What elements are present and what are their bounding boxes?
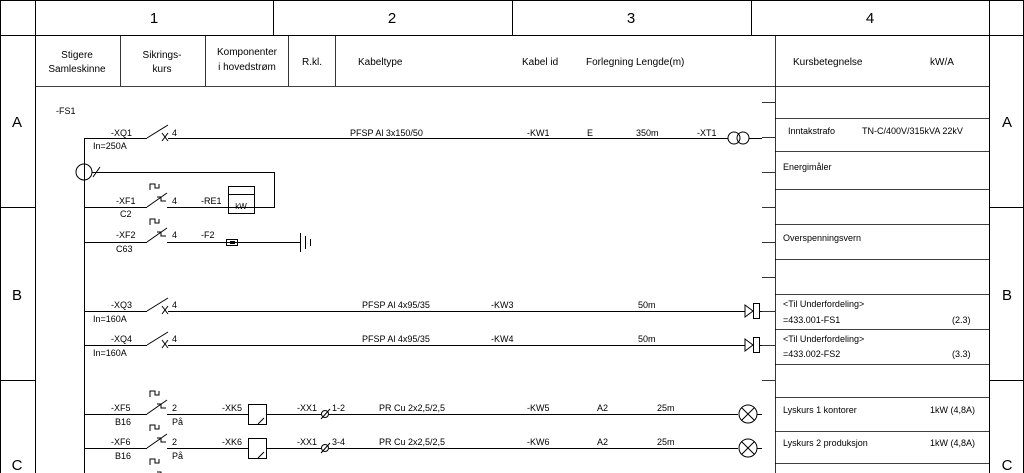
meter-unit: kW	[235, 202, 247, 211]
column-label-1: 1	[149, 10, 159, 27]
xf6-clamp: -XX1	[297, 437, 318, 447]
xf6-cable: PR Cu 2x2,5/2,5	[379, 437, 446, 447]
desc-sub2-line2: =433.002-FS2	[783, 349, 841, 359]
xq3-length: 50m	[638, 300, 656, 310]
xf6-cable-id: -KW6	[527, 437, 550, 447]
xf2-id: -XF2	[116, 230, 136, 240]
xq4-terminal: 4	[172, 334, 178, 344]
xf5-rating: B16	[115, 417, 132, 427]
xq3-cable-id: -KW3	[491, 300, 514, 310]
xq4-breaker-icon	[147, 332, 168, 348]
xq1-cable: PFSP Al 3x150/50	[350, 128, 423, 138]
xq4-terminal-arrow-icon	[745, 338, 762, 353]
header-rkl: R.kl.	[302, 57, 322, 68]
desc-sub2-line1: <Til Underfordeling>	[783, 334, 865, 344]
xf5-cable: PR Cu 2x2,5/2,5	[379, 403, 446, 413]
xf5-clamp-pins: 1-2	[332, 403, 346, 413]
board-label: -FS1	[56, 106, 76, 116]
xf6-clamp-pins: 3-4	[332, 437, 346, 447]
xf5-contactor-icon	[249, 405, 267, 425]
header-sikring-2: kurs	[152, 64, 172, 75]
xq4-id: -XQ4	[111, 334, 133, 344]
xf6-clamp-icon	[321, 443, 330, 453]
xf5-laying: A2	[597, 403, 609, 413]
column-label-2: 2	[387, 10, 397, 27]
xf6-contactor-icon	[249, 439, 267, 459]
row-label-c-right: C	[1001, 457, 1013, 473]
xf6-terminal: 2	[172, 437, 178, 447]
header-stigere-1: Stigere	[61, 50, 93, 61]
xq1-laying: E	[587, 128, 594, 138]
xq1-id: -XQ1	[111, 128, 133, 138]
xf6-breaker-icon	[147, 425, 167, 448]
header-kabelid: Kabel id	[522, 57, 559, 68]
xq1-term: -XT1	[697, 128, 717, 138]
xq1-length: 350m	[636, 128, 659, 138]
desc-sub1-ref: (2.3)	[952, 315, 971, 325]
desc-meter: Energimåler	[783, 162, 832, 172]
column-label-4: 4	[865, 10, 875, 27]
xf2-terminal: 4	[172, 230, 178, 240]
xf5-cable-id: -KW5	[527, 403, 550, 413]
xq1-breaker-icon	[147, 125, 168, 141]
xf1-breaker-icon	[147, 184, 167, 207]
xf5-clamp: -XX1	[297, 403, 318, 413]
xf6-laying: A2	[597, 437, 609, 447]
xq3-terminal: 4	[172, 300, 178, 310]
xf5-length: 25m	[657, 403, 675, 413]
desc-intake-spec: TN-C/400V/315kVA 22kV	[862, 126, 963, 136]
circuit-xf5	[84, 391, 762, 427]
header-kabeltype: Kabeltype	[358, 57, 403, 68]
xq1-cable-id: -KW1	[527, 128, 550, 138]
xf2-breaker-icon	[147, 219, 167, 242]
circuit-xq3	[84, 298, 762, 324]
desc-surge: Overspenningsvern	[783, 233, 862, 243]
desc-light2-load: 1kW (4,8A)	[930, 438, 976, 448]
xf6-rating: B16	[115, 451, 132, 461]
row-label-b-left: B	[11, 287, 23, 304]
xf1-component: -RE1	[201, 196, 222, 206]
circuit-xf6	[84, 425, 762, 461]
desc-sub2-ref: (3.3)	[952, 349, 971, 359]
desc-light1-load: 1kW (4,8A)	[930, 405, 976, 415]
transformer-icon	[728, 132, 762, 144]
xq4-length: 50m	[638, 334, 656, 344]
xf1-terminal: 4	[172, 196, 178, 206]
header-forlegning: Forlegning	[586, 57, 634, 68]
xf6-id: -XF6	[111, 437, 131, 447]
circuit-xq4	[84, 332, 762, 358]
xq4-rating: In=160A	[93, 348, 127, 358]
xq3-breaker-icon	[147, 298, 168, 314]
column-label-3: 3	[626, 10, 636, 27]
desc-light1: Lyskurs 1 kontorer	[783, 405, 857, 415]
xq1-terminal: 4	[172, 128, 178, 138]
header-kursbetegnelse: Kursbetegnelse	[793, 57, 863, 68]
xf5-breaker-icon	[147, 391, 167, 414]
xf5-clamp-icon	[321, 409, 330, 419]
desc-intake-name: Inntakstrafo	[788, 126, 836, 136]
header-lengde: Lengde(m)	[636, 57, 685, 68]
xq4-cable-id: -KW4	[491, 334, 514, 344]
xf1-id: -XF1	[116, 196, 136, 206]
xf6-relay: -XK6	[222, 437, 243, 447]
xq3-cable: PFSP Al 4x95/35	[362, 300, 430, 310]
next-breaker-partial-icon	[150, 459, 161, 473]
xq1-rating: In=250A	[93, 141, 127, 151]
desc-light2: Lyskurs 2 produksjon	[783, 438, 868, 448]
circuit-xf1	[84, 184, 275, 219]
xf2-rating: C63	[116, 244, 133, 254]
header-komponenter-1: Komponenter	[216, 47, 278, 58]
xf5-relay: -XK5	[222, 403, 243, 413]
desc-sub1-line1: <Til Underfordeling>	[783, 299, 865, 309]
row-label-a-left: A	[11, 114, 23, 131]
xf6-state: På	[172, 451, 184, 461]
header-komponenter-2: i hovedstrøm	[218, 62, 276, 73]
desc-sub1-line2: =433.001-FS1	[783, 315, 841, 325]
xf5-lamp-icon	[739, 405, 762, 423]
row-label-a-right: A	[1001, 114, 1013, 131]
row-label-b-right: B	[1001, 287, 1013, 304]
xq4-cable: PFSP Al 4x95/35	[362, 334, 430, 344]
xf6-length: 25m	[657, 437, 675, 447]
xf5-state: På	[172, 417, 184, 427]
ground-icon	[301, 233, 311, 252]
xf1-rating: C2	[120, 209, 132, 219]
xf6-lamp-icon	[739, 439, 762, 457]
xq3-terminal-arrow-icon	[745, 304, 762, 319]
header-stigere-2: Samleskinne	[48, 64, 106, 75]
xf2-component: -F2	[201, 230, 215, 240]
row-label-c-left: C	[11, 457, 23, 473]
xq3-rating: In=160A	[93, 314, 127, 324]
circuit-xf2	[84, 219, 311, 254]
circuit-xq1	[93, 125, 762, 151]
header-kwa: kW/A	[930, 57, 954, 68]
xq3-id: -XQ3	[111, 300, 133, 310]
xf5-id: -XF5	[111, 403, 131, 413]
xf5-terminal: 2	[172, 403, 178, 413]
header-sikring-1: Sikrings-	[142, 50, 182, 61]
